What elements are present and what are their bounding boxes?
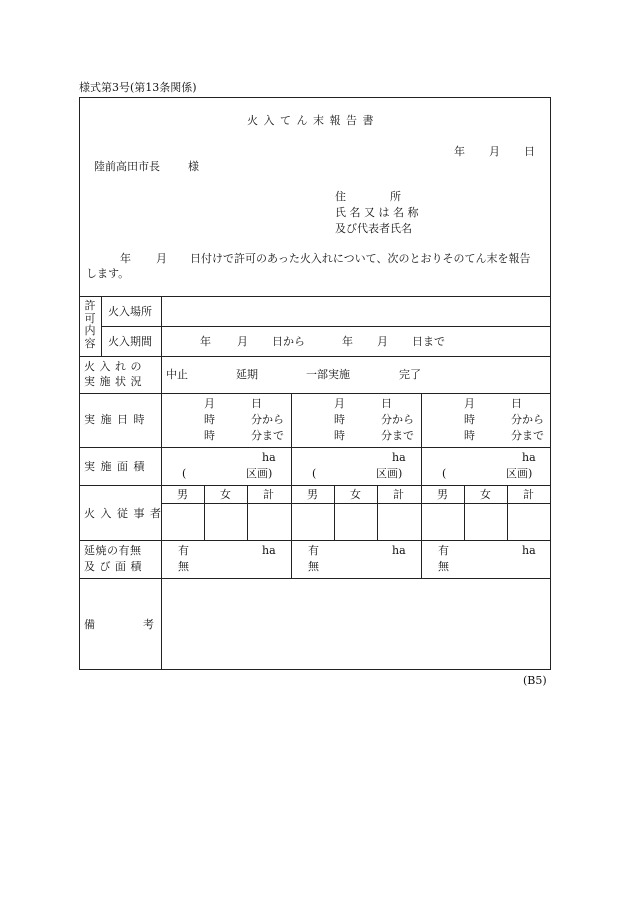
column-divider xyxy=(204,485,205,540)
status-label-line1: 火 入 れ の xyxy=(84,360,142,373)
row-divider xyxy=(79,540,551,541)
area-unit: ha xyxy=(392,451,406,464)
place-label: 火入場所 xyxy=(108,305,152,318)
status-option-cancel[interactable]: 中止 xyxy=(166,368,188,381)
status-option-postpone[interactable]: 延期 xyxy=(236,368,258,381)
address-label: 住 所 xyxy=(335,190,401,203)
workers-header-female: 女 xyxy=(220,488,231,501)
schedule-hour: 時 xyxy=(334,413,345,426)
workers-header-total: 計 xyxy=(393,488,404,501)
schedule-month: 月 xyxy=(464,397,475,410)
row-divider xyxy=(79,393,551,394)
schedule-label: 実 施 日 時 xyxy=(84,413,146,426)
schedule-hour: 時 xyxy=(204,429,215,442)
schedule-hour: 時 xyxy=(204,413,215,426)
spread-unit: ha xyxy=(392,544,406,557)
area-section-close: 区画) xyxy=(376,467,403,480)
workers-header-male: 男 xyxy=(177,488,188,501)
schedule-day: 日 xyxy=(511,397,522,410)
schedule-hour: 時 xyxy=(464,413,475,426)
schedule-day: 日 xyxy=(381,397,392,410)
workers-label: 火 入 従 事 者 xyxy=(84,507,162,520)
spread-yes: 有 xyxy=(308,544,319,557)
column-divider xyxy=(377,485,378,540)
period-day-to: 日まで xyxy=(412,335,445,348)
honorific: 様 xyxy=(188,160,199,173)
schedule-from: 分から xyxy=(511,413,544,426)
spread-unit: ha xyxy=(522,544,536,557)
status-option-partial[interactable]: 一部実施 xyxy=(306,368,350,381)
spread-unit: ha xyxy=(262,544,276,557)
form-title: 火 入 て ん 末 報 告 書 xyxy=(247,114,375,127)
period-day-from: 日から xyxy=(272,335,305,348)
workers-header-total: 計 xyxy=(523,488,534,501)
intro-text-line2: します。 xyxy=(86,267,130,280)
date-year: 年 xyxy=(454,145,465,158)
form-number: 様式第3号(第13条関係) xyxy=(79,81,197,94)
area-unit: ha xyxy=(262,451,276,464)
column-divider xyxy=(101,296,102,356)
representative-label: 及び代表者氏名 xyxy=(335,222,412,235)
column-divider xyxy=(421,393,422,578)
row-divider xyxy=(101,326,551,327)
status-label-line2: 実 施 状 況 xyxy=(84,375,142,388)
status-option-complete[interactable]: 完了 xyxy=(399,368,421,381)
remarks-label-left: 備 xyxy=(84,618,95,631)
row-divider xyxy=(161,503,551,504)
schedule-month: 月 xyxy=(334,397,345,410)
area-open-paren: ( xyxy=(312,467,317,480)
spread-yes: 有 xyxy=(438,544,449,557)
row-divider xyxy=(79,356,551,357)
schedule-month: 月 xyxy=(204,397,215,410)
area-open-paren: ( xyxy=(442,467,447,480)
spread-no: 無 xyxy=(308,560,319,573)
row-divider xyxy=(79,296,551,297)
column-divider xyxy=(507,485,508,540)
workers-header-total: 計 xyxy=(263,488,274,501)
workers-header-female: 女 xyxy=(480,488,491,501)
schedule-until: 分まで xyxy=(251,429,284,442)
intro-text: 日付けで許可のあった火入れについて、次のとおりそのてん末を報告 xyxy=(190,252,531,265)
row-divider xyxy=(79,485,551,486)
area-unit: ha xyxy=(522,451,536,464)
intro-year: 年 xyxy=(120,252,131,265)
intro-month: 月 xyxy=(156,252,167,265)
period-month-from: 月 xyxy=(237,335,248,348)
column-divider xyxy=(161,296,162,670)
spread-no: 無 xyxy=(438,560,449,573)
column-divider xyxy=(291,393,292,578)
schedule-until: 分まで xyxy=(511,429,544,442)
column-divider xyxy=(247,485,248,540)
schedule-hour: 時 xyxy=(464,429,475,442)
addressee: 陸前高田市長 xyxy=(94,160,160,173)
name-label: 氏 名 又 は 名 称 xyxy=(335,206,419,219)
spread-no: 無 xyxy=(178,560,189,573)
report-form-frame xyxy=(79,97,551,670)
spread-label-line2: 及 び 面 積 xyxy=(84,560,142,573)
remarks-label-right: 考 xyxy=(143,618,154,631)
schedule-until: 分まで xyxy=(381,429,414,442)
schedule-hour: 時 xyxy=(334,429,345,442)
schedule-from: 分から xyxy=(251,413,284,426)
workers-header-female: 女 xyxy=(350,488,361,501)
period-month-to: 月 xyxy=(377,335,388,348)
schedule-from: 分から xyxy=(381,413,414,426)
column-divider xyxy=(334,485,335,540)
spread-label-line1: 延焼の有無 xyxy=(84,544,142,557)
column-divider xyxy=(464,485,465,540)
area-section-close: 区画) xyxy=(246,467,273,480)
schedule-day: 日 xyxy=(251,397,262,410)
period-year-to: 年 xyxy=(342,335,353,348)
area-label: 実 施 面 積 xyxy=(84,460,146,473)
row-divider xyxy=(79,447,551,448)
workers-header-male: 男 xyxy=(437,488,448,501)
permit-group-label: 許 可 内 容 xyxy=(84,299,96,350)
period-year-from: 年 xyxy=(200,335,211,348)
row-divider xyxy=(79,578,551,579)
area-open-paren: ( xyxy=(182,467,187,480)
spread-yes: 有 xyxy=(178,544,189,557)
date-month: 月 xyxy=(489,145,500,158)
workers-header-male: 男 xyxy=(307,488,318,501)
date-day: 日 xyxy=(524,145,535,158)
paper-size: (B5) xyxy=(523,674,547,687)
period-label: 火入期間 xyxy=(108,335,152,348)
area-section-close: 区画) xyxy=(506,467,533,480)
